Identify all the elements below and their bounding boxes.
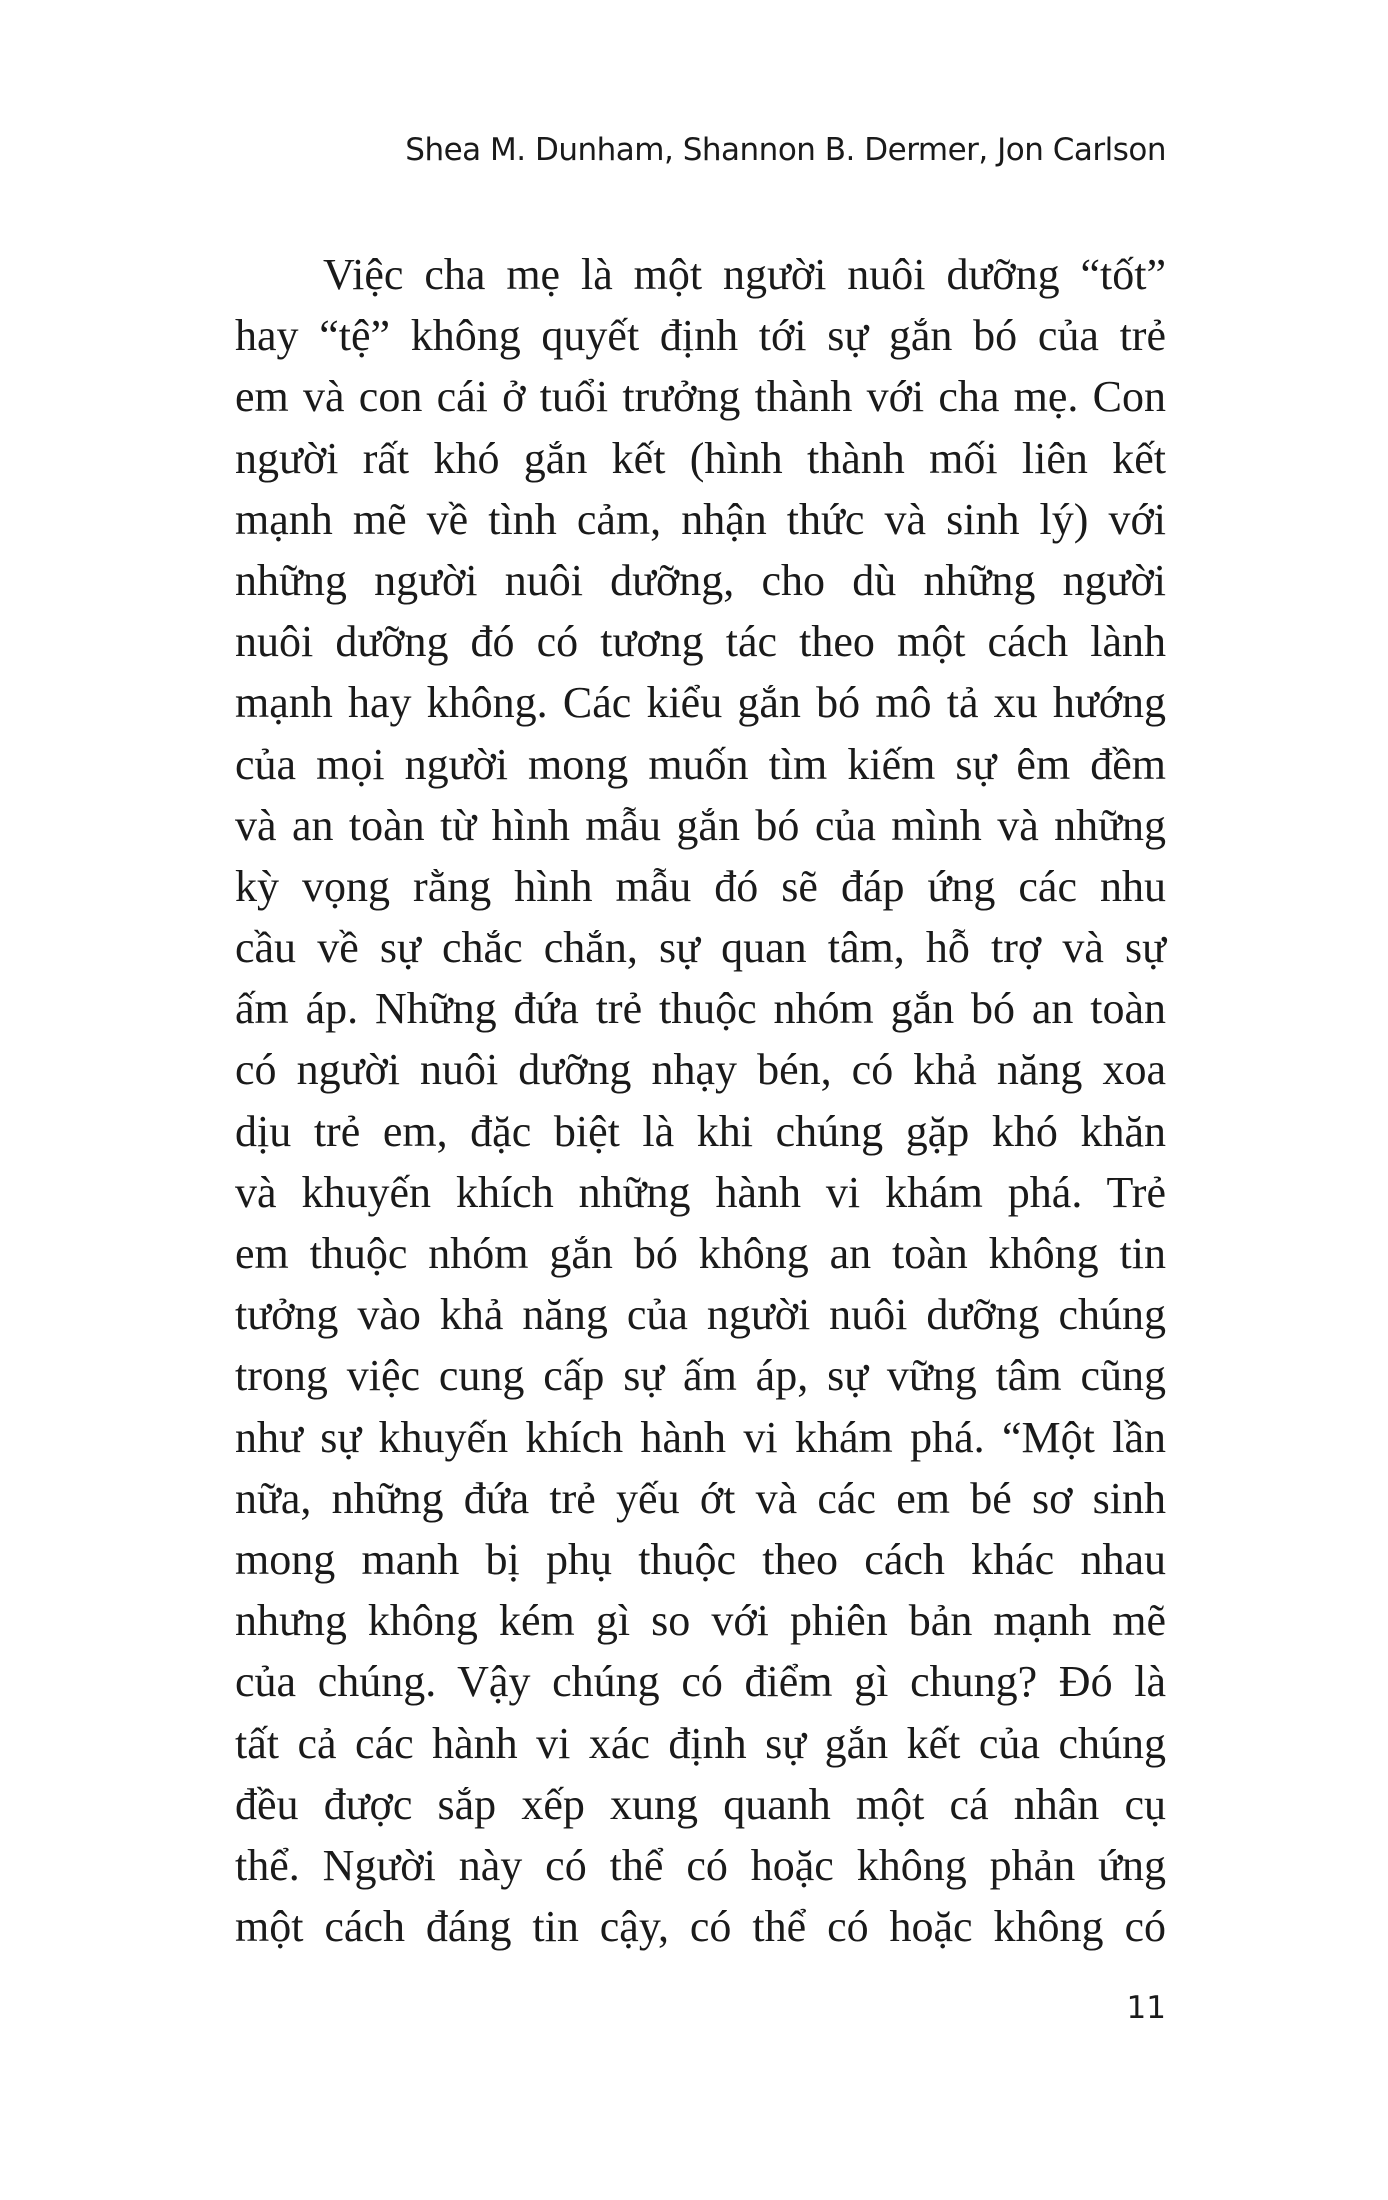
text-line: và an toàn từ hình mẫu gắn bó của mình và những: [235, 800, 1166, 850]
text-line: trong việc cung cấp sự ấm áp, sự vững tâm cũng: [235, 1351, 1166, 1401]
text-line: của chúng. Vậy chúng có điểm gì chung? Đó là: [235, 1657, 1166, 1707]
text-line: cầu về sự chắc chắn, sự quan tâm, hỗ trợ và sự: [235, 923, 1166, 973]
text-line: kỳ vọng rằng hình mẫu đó sẽ đáp ứng các nhu: [235, 861, 1166, 911]
text-line: hay “tệ” không quyết định tới sự gắn bó của trẻ: [235, 311, 1166, 361]
running-header-authors: Shea M. Dunham, Shannon B. Dermer, Jon Carlson: [405, 132, 1166, 168]
text-line: của mọi người mong muốn tìm kiếm sự êm đềm: [235, 739, 1166, 789]
text-line: em và con cái ở tuổi trưởng thành với cha mẹ. Con: [235, 372, 1166, 422]
page-number: 11: [1126, 1990, 1166, 2026]
text-line: thể. Người này có thể có hoặc không phản ứng: [235, 1840, 1166, 1890]
text-line: nuôi dưỡng đó có tương tác theo một cách lành: [235, 617, 1166, 667]
text-line: em thuộc nhóm gắn bó không an toàn không tin: [235, 1229, 1166, 1278]
text-line: nữa, những đứa trẻ yếu ớt và các em bé sơ sinh: [235, 1473, 1166, 1523]
text-line: Việc cha mẹ là một người nuôi dưỡng “tốt”: [323, 250, 1166, 299]
text-line: ấm áp. Những đứa trẻ thuộc nhóm gắn bó an toàn: [235, 984, 1166, 1034]
text-line: và khuyến khích những hành vi khám phá. Trẻ: [235, 1167, 1166, 1217]
text-line: những người nuôi dưỡng, cho dù những người: [235, 555, 1166, 605]
text-line: như sự khuyến khích hành vi khám phá. “Một lần: [235, 1412, 1166, 1462]
text-line: nhưng không kém gì so với phiên bản mạnh mẽ: [235, 1596, 1166, 1646]
text-line: mạnh mẽ về tình cảm, nhận thức và sinh lý) với: [235, 494, 1166, 544]
text-line: mong manh bị phụ thuộc theo cách khác nhau: [235, 1534, 1166, 1584]
text-line: dịu trẻ em, đặc biệt là khi chúng gặp khó khăn: [235, 1106, 1166, 1156]
text-line: người rất khó gắn kết (hình thành mối liên kết: [235, 433, 1166, 483]
text-line: tưởng vào khả năng của người nuôi dưỡng chúng: [235, 1290, 1166, 1340]
text-line: một cách đáng tin cậy, có thể có hoặc không có: [235, 1902, 1166, 1952]
text-line: đều được sắp xếp xung quanh một cá nhân cụ: [235, 1779, 1166, 1829]
text-line: có người nuôi dưỡng nhạy bén, có khả năng xoa: [235, 1045, 1166, 1095]
body-paragraph: [235, 244, 1166, 1957]
text-line: mạnh hay không. Các kiểu gắn bó mô tả xu hướng: [235, 678, 1166, 728]
text-line: tất cả các hành vi xác định sự gắn kết của chúng: [235, 1718, 1166, 1768]
